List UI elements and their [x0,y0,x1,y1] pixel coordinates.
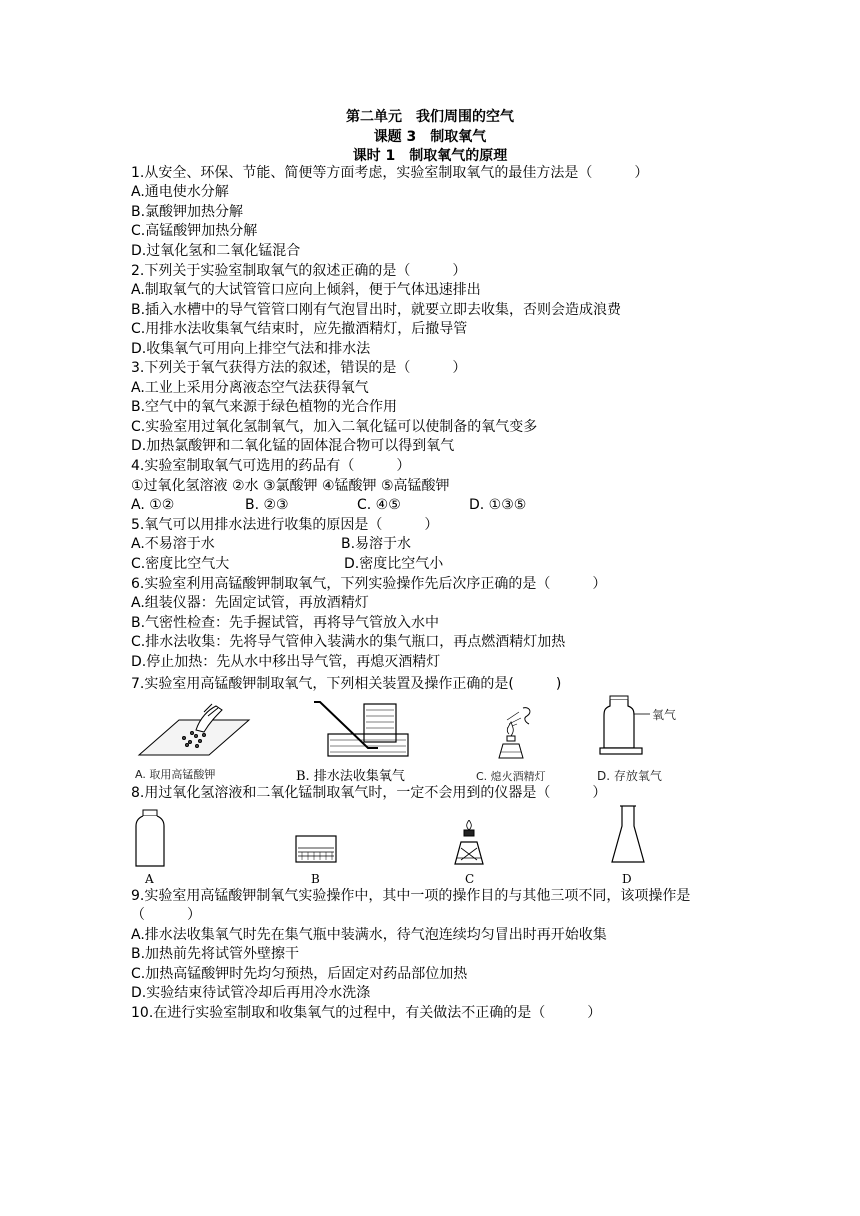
q8-figure-d [608,804,648,866]
q9-stem: 9.实验室用高锰酸钾制氧气实验操作中，其中一项的操作目的与其他三项不同，该项操作是 [131,888,691,904]
q2-option-d: D.收集氧气可用向上排空气法和排水法 [131,341,371,357]
q9-option-b: B.加热前先将试管外壁擦干 [131,946,300,962]
lesson-title: 课题 3 制取氧气 [373,129,487,145]
q3-option-c: C.实验室用过氧化氢制氧气，加入二氧化锰可以使制备的氧气变多 [131,419,538,435]
q2-option-a: A.制取氧气的大试管管口应向上倾斜，便于气体迅速排出 [131,282,481,298]
period-title: 课时 1 制取氧气的原理 [352,148,508,164]
q5-option-b: B.易溶于水 [341,536,412,552]
q7-caption-b: B. 排水法收集氧气 [296,769,405,784]
q2-stem: 2.下列关于实验室制取氧气的叙述正确的是（ ） [131,263,467,279]
q8-caption-a: A [145,872,154,886]
q7-figure-b [312,698,412,760]
q3-stem: 3.下列关于氧气获得方法的叙述，错误的是（ ） [131,360,467,376]
q7-figure-d [598,694,688,758]
q7-caption-c: C. 熄火酒精灯 [476,770,546,783]
q9-option-d: D.实验结束待试管冷却后再用冷水洗涤 [131,985,371,1001]
q9-option-c: C.加热高锰酸钾时先均匀预热，后固定对药品部位加热 [131,966,468,982]
q9-option-a: A.排水法收集氧气时先在集气瓶中装满水，待气泡连续均匀冒出时再开始收集 [131,927,607,943]
q6-option-a: A.组装仪器：先固定试管，再放酒精灯 [131,595,369,611]
q5-option-d: D.密度比空气小 [344,556,444,572]
q8-figure-c [449,820,489,868]
q1-option-a: A.通电使水分解 [131,184,229,200]
q10-stem: 10.在进行实验室制取和收集氧气的过程中，有关做法不正确的是（ ） [131,1005,602,1021]
q4-items: ①过氧化氢溶液 ②水 ③氯酸钾 ④锰酸钾 ⑤高锰酸钾 [131,478,450,494]
q4-option-b: B. ②③ [245,497,289,513]
q7-bottle-label: 氧气 [652,708,677,722]
q1-stem: 1.从安全、环保、节能、简便等方面考虑，实验室制取氧气的最佳方法是（ ） [131,165,649,181]
q6-option-b: B.气密性检查：先手握试管，再将导气管放入水中 [131,615,440,631]
q8-caption-b: B [311,872,320,886]
q8-figure-a [130,808,170,870]
q6-option-c: C.排水法收集：先将导气管伸入装满水的集气瓶口，再点燃酒精灯加热 [131,634,566,650]
q8-stem: 8.用过氧化氢溶液和二氧化锰制取氧气时，一定不会用到的仪器是（ ） [131,785,607,801]
q7-caption-a: A. 取用高锰酸钾 [135,768,216,781]
q3-option-d: D.加热氯酸钾和二氧化锰的固体混合物可以得到氧气 [131,438,455,454]
q4-option-a: A. ①② [131,497,175,513]
q1-option-c: C.高锰酸钾加热分解 [131,223,258,239]
q4-stem: 4.实验室制取氧气可选用的药品有（ ） [131,458,411,474]
q8-figure-b [294,832,338,864]
q6-option-d: D.停止加热：先从水中移出导气管，再熄灭酒精灯 [131,654,441,670]
q4-option-c: C. ④⑤ [357,497,401,513]
q8-caption-d: D [622,872,632,886]
q4-option-d: D. ①③⑤ [469,497,527,513]
q7-caption-d: D. 存放氧气 [597,769,662,783]
q2-option-c: C.用排水法收集氧气结束时，应先撤酒精灯，后撤导管 [131,321,468,337]
q1-option-b: B.氯酸钾加热分解 [131,204,244,220]
q3-option-b: B.空气中的氧气来源于绿色植物的光合作用 [131,399,398,415]
q8-caption-c: C [465,872,475,886]
q3-option-a: A.工业上采用分离液态空气法获得氧气 [131,380,369,396]
q2-option-b: B.插入水槽中的导气管管口刚有气泡冒出时，就要立即去收集，否则会造成浪费 [131,302,622,318]
q1-option-d: D.过氧化氢和二氧化锰混合 [131,243,301,259]
q5-stem: 5.氧气可以用排水法进行收集的原因是（ ） [131,517,439,533]
q5-option-c: C.密度比空气大 [131,556,230,572]
q6-stem: 6.实验室利用高锰酸钾制取氧气，下列实验操作先后次序正确的是（ ） [131,576,607,592]
q7-figure-a [134,700,254,760]
q9-stem-continued: （ ） [131,907,201,923]
q5-option-a: A.不易溶于水 [131,536,215,552]
q7-figure-c [483,702,543,762]
unit-title: 第二单元 我们周围的空气 [346,109,514,125]
q7-stem: 7.实验室用高锰酸钾制取氧气，下列相关装置及操作正确的是( ) [131,676,562,692]
